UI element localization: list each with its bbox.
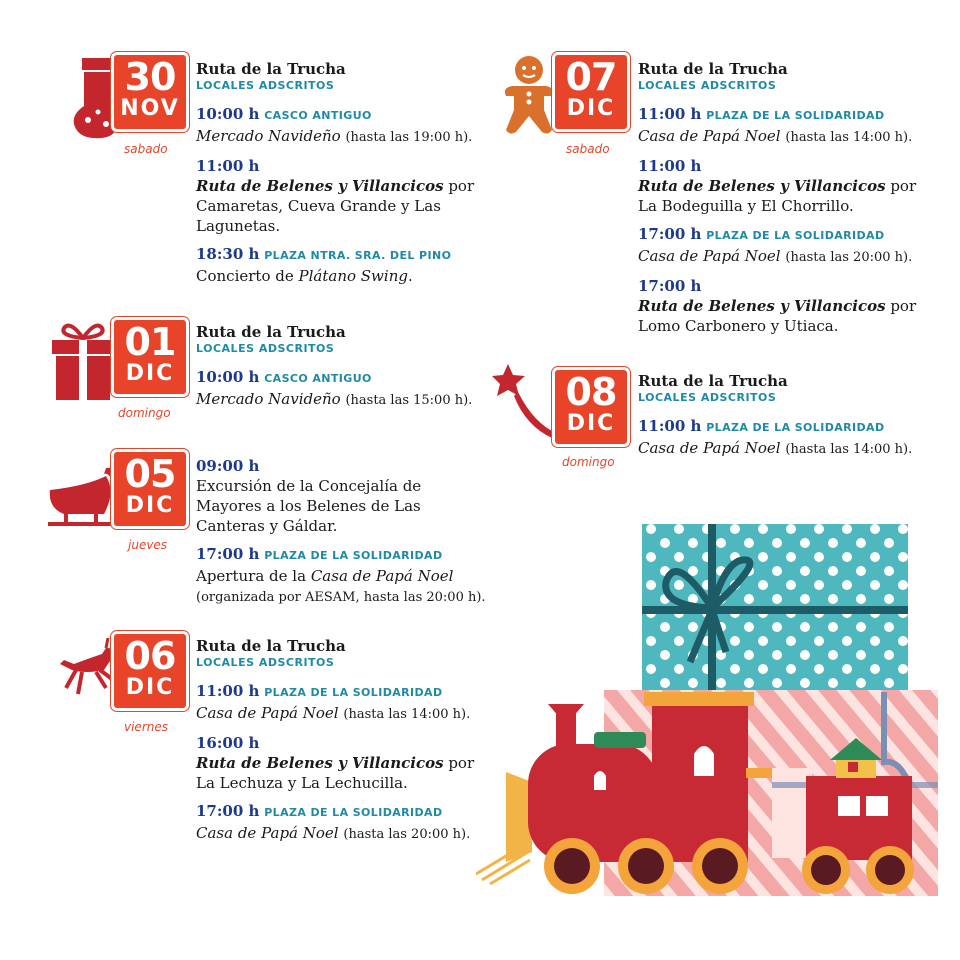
event-item <box>638 416 928 460</box>
weekday-label: viernes <box>124 720 168 734</box>
date-badge <box>114 320 186 394</box>
weekday-label: domingo <box>118 406 171 420</box>
event-desc: Casa de Papá Noel <box>196 704 339 722</box>
route-title: Ruta de la Trucha <box>638 372 788 390</box>
date-number: 06 <box>124 634 176 678</box>
event-desc: Casa de Papá Noel <box>638 439 781 457</box>
stocking-icon <box>68 54 120 144</box>
event-item <box>196 456 486 536</box>
event-item <box>638 224 928 268</box>
date-badge <box>555 370 627 444</box>
event-time: 16:00 h <box>196 734 260 752</box>
events-list <box>638 60 928 344</box>
event-desc-tail: por Lomo Carbonero y Utiaca. <box>638 297 917 335</box>
event-item <box>638 276 928 336</box>
event-item <box>638 104 928 148</box>
date-number: 30 <box>124 55 176 99</box>
event-item <box>196 156 486 236</box>
event-note: (hasta las 15:00 h). <box>345 393 473 408</box>
shooting-star-icon <box>492 364 562 440</box>
event-place: PLAZA NTRA. SRA. DEL PINO <box>264 249 452 262</box>
date-month: NOV <box>120 96 180 121</box>
event-time: 10:00 h <box>196 368 260 386</box>
events-list <box>196 637 486 853</box>
route-title: Ruta de la Trucha <box>196 323 346 341</box>
event-item <box>196 681 486 725</box>
events-list <box>638 372 928 468</box>
route-subtitle: LOCALES ADSCRITOS <box>196 342 335 355</box>
gingerbread-icon <box>502 54 556 138</box>
event-place: PLAZA DE LA SOLIDARIDAD <box>706 421 885 434</box>
event-desc: Ruta de Belenes y Villancicos <box>196 754 444 772</box>
date-badge <box>555 55 627 129</box>
date-number: 01 <box>124 320 176 364</box>
event-time: 17:00 h <box>196 545 260 563</box>
event-time: 11:00 h <box>638 417 702 435</box>
event-note: (hasta las 14:00 h). <box>785 442 913 457</box>
event-note: (hasta las 20:00 h). <box>343 827 471 842</box>
route-subtitle: LOCALES ADSCRITOS <box>196 79 335 92</box>
weekday-label: jueves <box>128 538 168 552</box>
event-desc-tail: por La Bodeguilla y El Chorrillo. <box>638 177 917 215</box>
event-desc: Casa de Papá Noel <box>638 247 781 265</box>
event-note: (hasta las 20:00 h). <box>785 250 913 265</box>
weekday-label: sabado <box>124 142 168 156</box>
date-month: DIC <box>125 361 175 386</box>
event-desc: Casa de Papá Noel <box>310 567 454 585</box>
route-subtitle: LOCALES ADSCRITOS <box>638 391 777 404</box>
event-time: 10:00 h <box>196 105 260 123</box>
events-list <box>196 60 486 294</box>
date-badge <box>114 452 186 526</box>
event-desc: Ruta de Belenes y Villancicos <box>638 297 886 315</box>
event-desc-tail: . <box>407 267 413 285</box>
event-place: PLAZA DE LA SOLIDARIDAD <box>706 229 885 242</box>
event-time: 11:00 h <box>638 105 702 123</box>
event-desc: Plátano Swing <box>298 267 408 285</box>
event-desc: Mercado Navideño <box>196 390 341 408</box>
date-number: 07 <box>565 55 617 99</box>
event-time: 17:00 h <box>196 802 260 820</box>
event-time: 11:00 h <box>196 682 260 700</box>
event-place: PLAZA DE LA SOLIDARIDAD <box>264 686 443 699</box>
event-item <box>196 801 486 845</box>
event-desc-tail: por La Lechuza y La Lechucilla. <box>196 754 475 792</box>
events-list <box>196 323 486 419</box>
date-badge <box>114 55 186 129</box>
event-item <box>196 733 486 793</box>
route-subtitle: LOCALES ADSCRITOS <box>638 79 777 92</box>
event-desc-pre: Apertura de la <box>196 567 307 585</box>
event-place: CASCO ANTIGUO <box>264 372 372 385</box>
event-place: PLAZA DE LA SOLIDARIDAD <box>264 549 443 562</box>
date-number: 05 <box>124 452 176 496</box>
train-and-gifts-illustration <box>476 522 938 898</box>
date-badge <box>114 634 186 708</box>
event-item <box>196 244 486 286</box>
events-list <box>196 456 486 616</box>
sleigh-icon <box>46 462 122 534</box>
event-item <box>196 544 486 608</box>
date-month: DIC <box>125 675 175 700</box>
date-month: DIC <box>125 493 175 518</box>
event-desc-pre: Concierto de <box>196 267 294 285</box>
event-place: PLAZA DE LA SOLIDARIDAD <box>706 109 885 122</box>
event-item <box>196 367 486 411</box>
event-note: (organizada por AESAM, hasta las 20:00 h). <box>196 590 486 605</box>
event-item <box>638 156 928 216</box>
event-desc: Casa de Papá Noel <box>638 127 781 145</box>
route-title: Ruta de la Trucha <box>638 60 788 78</box>
event-desc: Mercado Navideño <box>196 127 341 145</box>
route-title: Ruta de la Trucha <box>196 60 346 78</box>
event-note: (hasta las 19:00 h). <box>345 130 473 145</box>
event-desc-tail: por Camaretas, Cueva Grande y Las Lagunetas. <box>196 177 475 235</box>
gift-icon <box>50 318 116 402</box>
weekday-label: sabado <box>566 142 610 156</box>
event-time: 17:00 h <box>638 225 702 243</box>
weekday-label: domingo <box>562 455 615 469</box>
event-note: (hasta las 14:00 h). <box>343 707 471 722</box>
event-time: 18:30 h <box>196 245 260 263</box>
event-note: (hasta las 14:00 h). <box>785 130 913 145</box>
event-desc: Ruta de Belenes y Villancicos <box>638 177 886 195</box>
date-month: DIC <box>566 411 616 436</box>
event-place: PLAZA DE LA SOLIDARIDAD <box>264 806 443 819</box>
event-time: 11:00 h <box>638 157 702 175</box>
date-number: 08 <box>565 370 617 414</box>
event-time: 09:00 h <box>196 457 260 475</box>
event-desc: Casa de Papá Noel <box>196 824 339 842</box>
date-month: DIC <box>566 96 616 121</box>
event-time: 17:00 h <box>638 277 702 295</box>
route-subtitle: LOCALES ADSCRITOS <box>196 656 335 669</box>
event-desc: Ruta de Belenes y Villancicos <box>196 177 444 195</box>
event-desc-pre: Excursión de la Concejalía de Mayores a los Belenes de Las Canteras y Gáldar. <box>196 477 422 535</box>
event-place: CASCO ANTIGUO <box>264 109 372 122</box>
event-time: 11:00 h <box>196 157 260 175</box>
event-item <box>196 104 486 148</box>
route-title: Ruta de la Trucha <box>196 637 346 655</box>
